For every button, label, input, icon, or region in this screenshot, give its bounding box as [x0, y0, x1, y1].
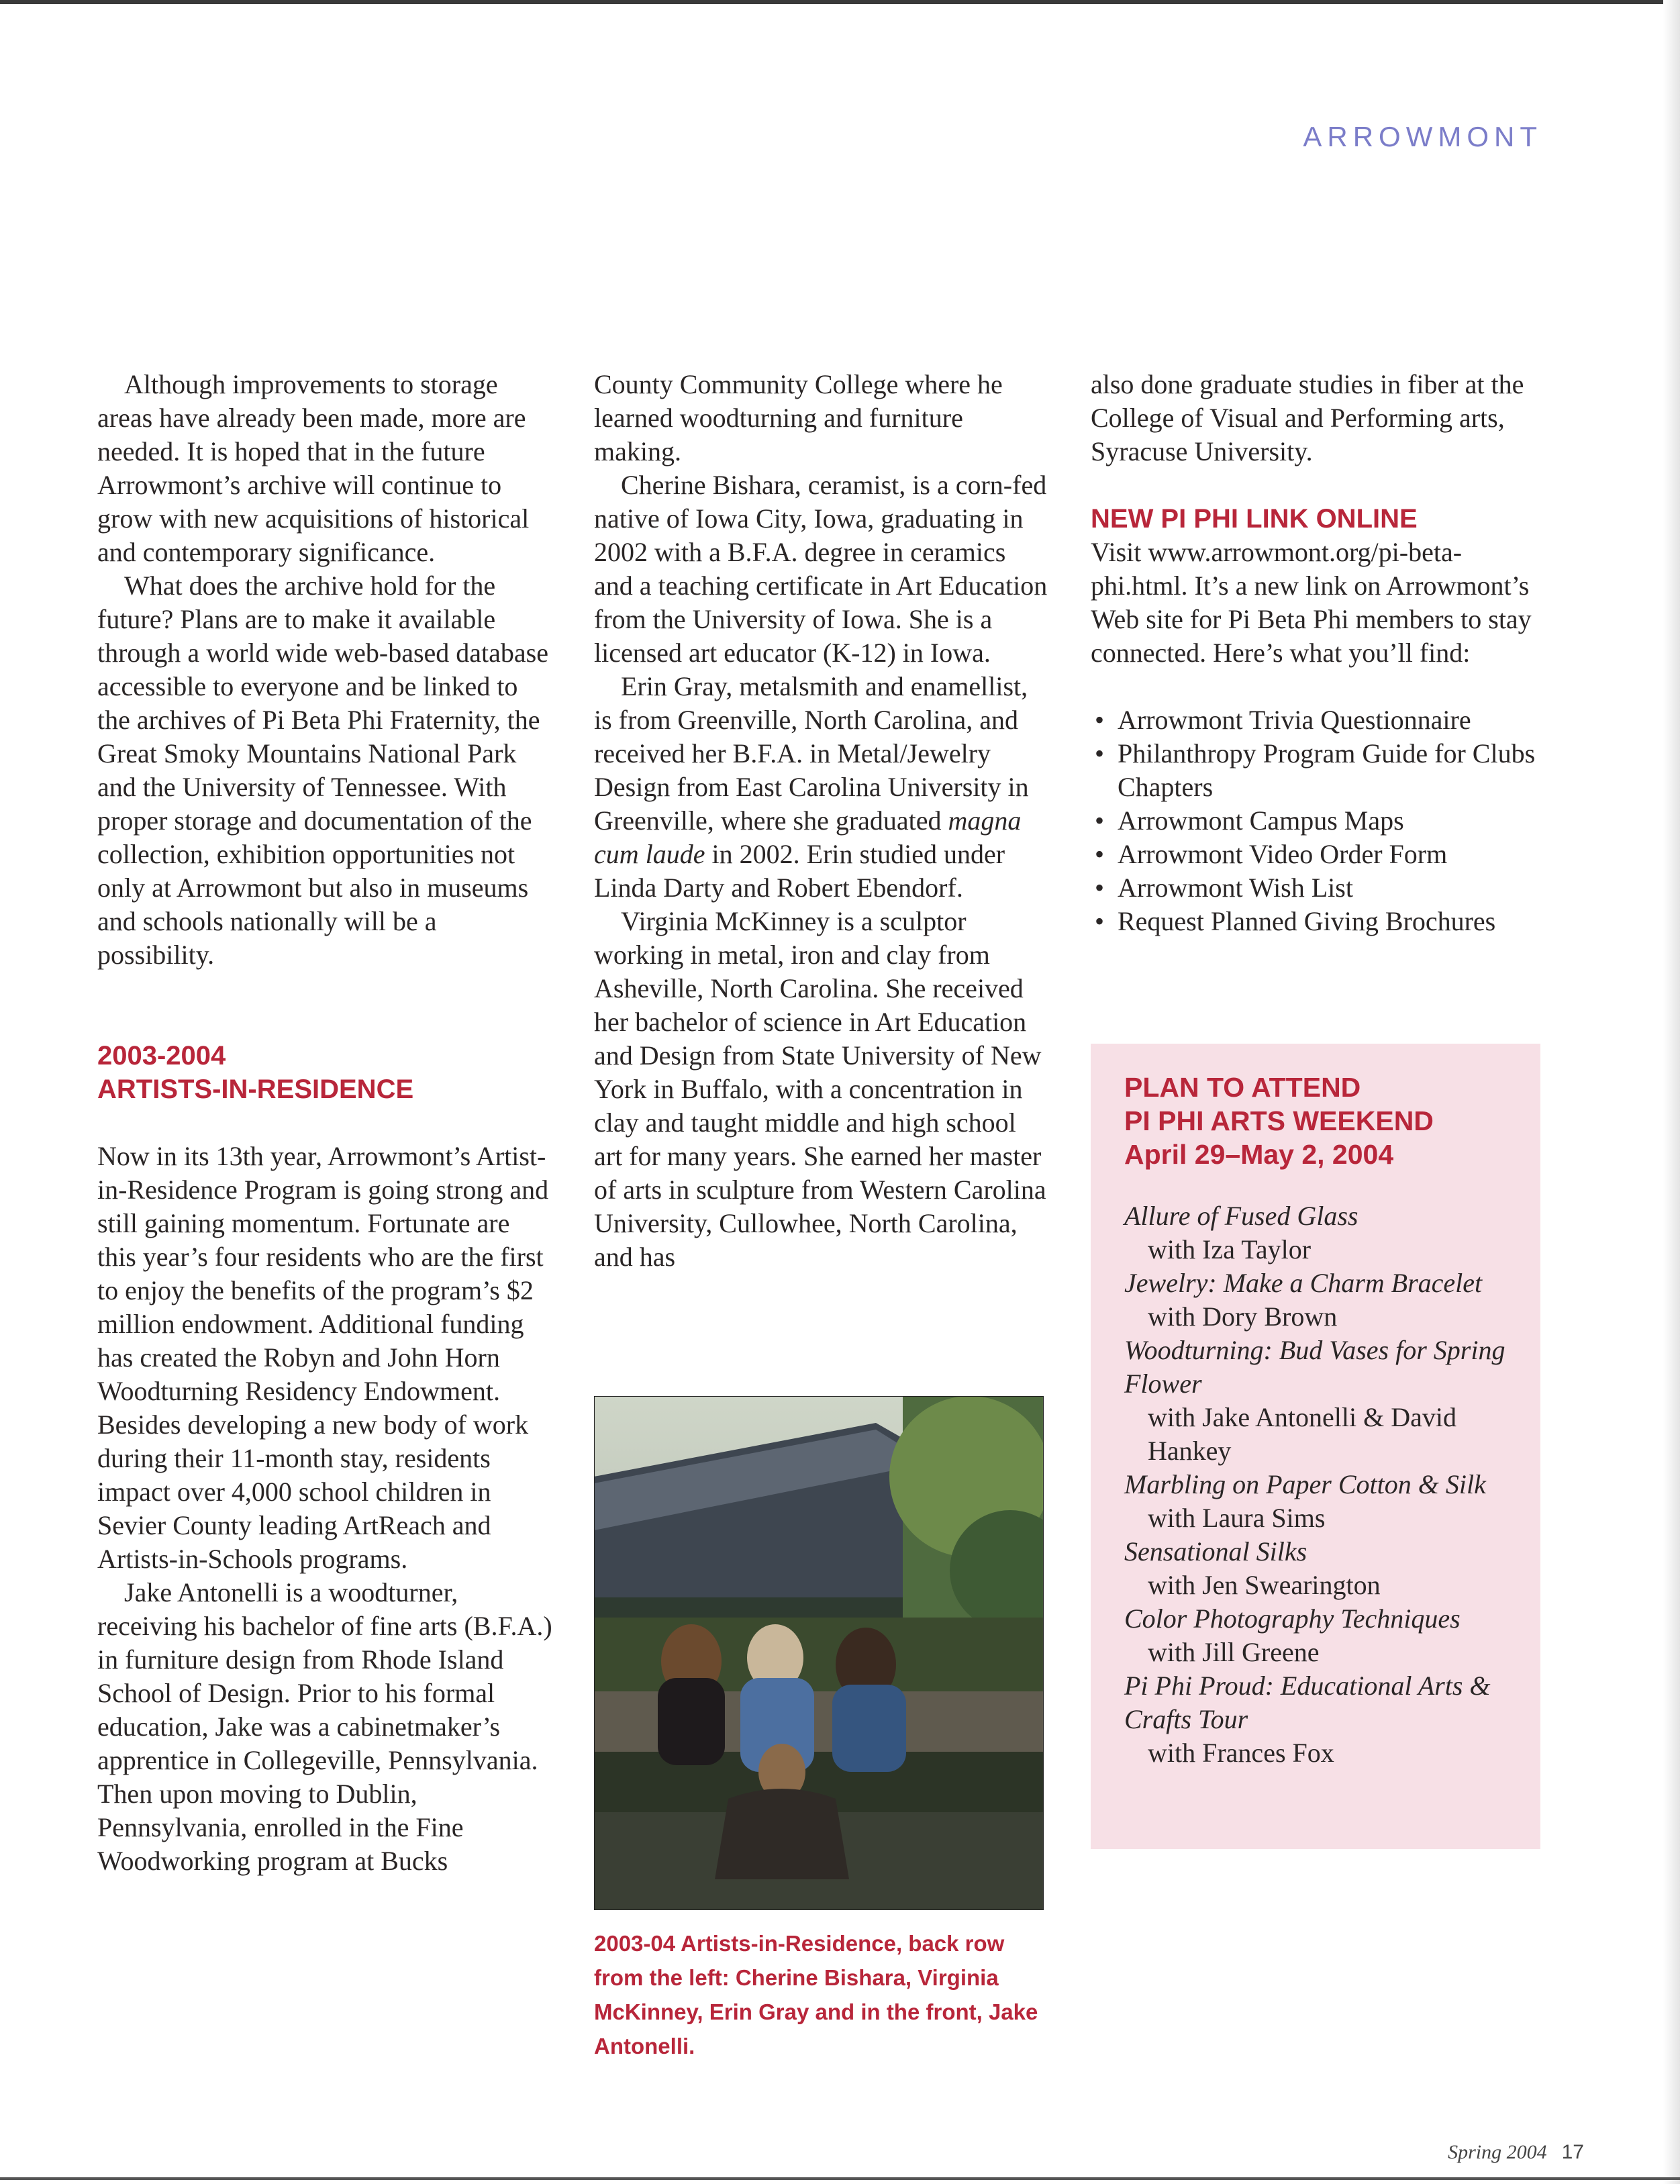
list-item: • Arrowmont Wish List [1091, 871, 1547, 905]
arts-weekend-box [1091, 1044, 1540, 1849]
workshop-item [1124, 1669, 1508, 1770]
workshop-title: Allure of Fused Glass [1124, 1201, 1358, 1231]
box-heading-line2: PI PHI ARTS WEEKEND [1124, 1105, 1434, 1136]
workshop-title: Marbling on Paper Cotton & Silk [1124, 1469, 1486, 1499]
paragraph-virginia-continued: also done graduate studies in fiber at the College of Visual and Performing arts, Syracuse University. [1091, 369, 1524, 466]
workshop-instructor: with Jen Swearington [1148, 1570, 1381, 1600]
workshop-item [1124, 1468, 1508, 1535]
paragraph-link-intro: Visit www.arrowmont.org/pi-beta-phi.html. It’s a new link on Arrowmont’s Web site for Pi Beta Phi members to stay connected. Here’s what you’ll find: [1091, 537, 1532, 668]
heading-years: 2003-2004 [97, 1041, 226, 1071]
workshop-item [1124, 1334, 1508, 1468]
page-number: 17 [1561, 2141, 1584, 2163]
workshop-item [1124, 1199, 1508, 1267]
workshop-title: Color Photography Techniques [1124, 1603, 1461, 1634]
page-footer [1396, 2141, 1584, 2164]
paragraph-erin-gray [594, 670, 1050, 905]
issue-season: Spring 2004 [1448, 2141, 1547, 2163]
heading-title: ARTISTS-IN-RESIDENCE [97, 1075, 414, 1104]
box-heading [1124, 1071, 1508, 1171]
workshop-instructor: with Frances Fox [1148, 1738, 1334, 1768]
photo-caption: 2003-04 Artists-in-Residence, back row from the left: Cherine Bishara, Virginia McKinney, Erin Gray and in the front, Jake Antonelli. [594, 1931, 1038, 2058]
workshop-item [1124, 1267, 1508, 1334]
workshop-instructor: with Iza Taylor [1148, 1234, 1312, 1264]
page-edge-shadow [1663, 0, 1680, 2184]
workshop-title: Jewelry: Make a Charm Bracelet [1124, 1268, 1483, 1298]
workshop-title: Sensational Silks [1124, 1536, 1307, 1567]
spacer [1091, 670, 1547, 703]
box-heading-line1: PLAN TO ATTEND [1124, 1072, 1361, 1103]
workshop-instructor: with Dory Brown [1148, 1301, 1338, 1332]
section-heading-residence [97, 1039, 554, 1106]
list-item: • Arrowmont Campus Maps [1091, 804, 1547, 838]
workshop-item [1124, 1535, 1508, 1602]
link-contents-list [1091, 703, 1547, 938]
workshop-instructor: with Jake Antonelli & David Hankey [1148, 1402, 1456, 1466]
workshop-list [1124, 1199, 1508, 1770]
section-header: ARROWMONT [1303, 121, 1542, 152]
list-item: • Arrowmont Trivia Questionnaire [1091, 703, 1547, 737]
paragraph-cherine-bishara: Cherine Bishara, ceramist, is a corn-fed native of Iowa City, Iowa, graduating in 2002 with a B.F.A. degree in ceramics and a teaching certificate in Art Education from the University of Iowa. She is a licensed art educator (K-12) in Iowa. [594, 470, 1048, 668]
erin-text-b: in 2002. Erin studied under Linda Darty and Robert Ebendorf. [594, 839, 1005, 903]
artists-photo [594, 1396, 1044, 1910]
paragraph-jake-continued: County Community College where he learned woodturning and furniture making. [594, 369, 1003, 466]
section-heading-link: NEW PI PHI LINK ONLINE [1091, 504, 1418, 534]
paragraph-jake-antonelli: Jake Antonelli is a woodturner, receiving his bachelor of fine arts (B.F.A.) in furniture design from Rhode Island School of Design. Prior to his formal education, Jake was a cabinetmaker’s apprentice in Collegeville, Pennsylvania. Then upon moving to Dublin, Pennsylvania, enrolled in the Fine Woodworking program at Bucks [97, 1577, 552, 1876]
workshop-instructor: with Laura Sims [1148, 1503, 1326, 1533]
list-item: • Arrowmont Video Order Form [1091, 838, 1547, 871]
photo-illustration [594, 1396, 1044, 1910]
bottom-rule [0, 2177, 1680, 2180]
list-item: • Philanthropy Program Guide for Clubs Chapters [1091, 737, 1547, 804]
erin-honors: magna cum laude [594, 805, 1022, 869]
spacer [1124, 1171, 1508, 1199]
spacer [1091, 468, 1547, 502]
paragraph-archive-future: What does the archive hold for the future? Plans are to make it available through a world wide web-based database accessible to everyone and be linked to the archives of Pi Beta Phi Fraternity, the Great Smoky Mountains National Park and the University of Tennessee. With proper storage and documentation of the collection, exhibition opportunities not only at Arrowmont but also in museums and schools nationally will be a possibility. [97, 570, 548, 970]
workshop-title: Pi Phi Proud: Educational Arts & Crafts Tour [1124, 1671, 1491, 1734]
column-2 [594, 368, 1050, 1274]
column-1 [97, 368, 554, 1878]
workshop-title: Woodturning: Bud Vases for Spring Flower [1124, 1335, 1505, 1399]
box-heading-dates: April 29–May 2, 2004 [1124, 1139, 1394, 1170]
spacer [97, 1106, 554, 1140]
paragraph-residence-program: Now in its 13th year, Arrowmont’s Artist-in-Residence Program is going strong and still gaining momentum. Fortunate are this year’s four residents who are the first to enjoy the benefits of the program’s $2 million endowment. Additional funding has created the Robyn and John Horn Woodturning Residency Endowment. Besides developing a new body of work during their 11-month stay, residents impact over 4,000 school children in Sevier County leading ArtReach and Artists-in-Schools programs. [97, 1141, 549, 1574]
workshop-item [1124, 1602, 1508, 1669]
erin-text-a: Erin Gray, metalsmith and enamellist, is from Greenville, North Carolina, and received her B.F.A. in Metal/Jewelry Design from East Carolina University in Greenville, where she graduated [594, 671, 1029, 836]
list-item: • Request Planned Giving Brochures [1091, 905, 1547, 938]
paragraph-virginia-mckinney: Virginia McKinney is a sculptor working in metal, iron and clay from Asheville, North Carolina. She received her bachelor of science in Art Education and Design from State University of New York in Buffalo, with a concentration in clay and taught middle and high school art for many years. She earned her master of arts in sculpture from Western Carolina University, Cullowhee, North Carolina, and has [594, 906, 1046, 1272]
workshop-instructor: with Jill Greene [1148, 1637, 1320, 1667]
top-rule [0, 0, 1680, 4]
spacer [97, 972, 554, 1039]
column-3 [1091, 368, 1547, 938]
paragraph-archive-storage: Although improvements to storage areas have already been made, more are needed. It is hoped that in the future Arrowmont’s archive will continue to grow with new acquisitions of historical and contemporary significance. [97, 369, 530, 567]
